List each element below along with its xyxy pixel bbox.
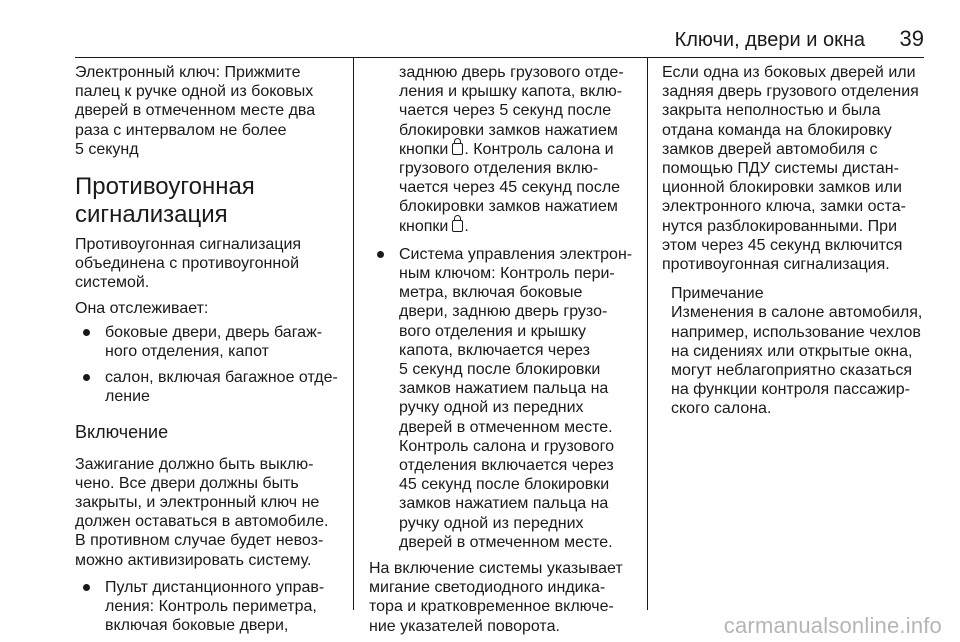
chapter-title: Ключи, двери и окна [674,29,865,51]
activation-indication-paragraph: На включение системы указывает мигание светодиодного индика- тора и кратковременное включе- ние указателей поворота. [369,560,623,635]
monitors-label: Она отслеживает: [75,299,209,317]
alarm-intro-paragraph: Противоугонная сигнализация объединена с противоугонной системой. [75,236,302,292]
note-title: Примечание [671,285,764,303]
column-divider-1 [353,57,354,610]
list-item: Пульт дистанционного управ- ления: Контроль периметра, включая боковые двери, [75,578,351,636]
activation-methods-list [75,578,351,636]
page-number: 39 [899,26,924,51]
bullet-dot [83,584,90,591]
lock-icon [452,143,463,155]
header-rule [75,57,924,58]
list-item: Система управления электрон- ным ключом: Контроль пери- метра, включая боковые двери, заднюю дверь грузо- вого отделения и крышку капота, включается через 5 секунд после блокировки замков нажатием пальца на ручку одной из передних дверей в отмеченном месте. Контроль салона и грузового отделения включается через 45 секунд после блокировки замков нажатием пальца на ручку одной из передних дверей в отмеченном месте. [369,245,637,552]
bullet-dot [83,374,90,381]
column-3 [662,63,930,419]
list-item: заднюю дверь грузового отде- ления и крышку капота, вклю- чается через 5 секунд после блокировки замков нажатием кнопки . Контроль салона и грузового отделения вклю- чается через 45 секунд после блокировки замков нажатием кнопки . [399,64,624,235]
lock-icon [452,220,463,232]
activation-methods-list-continued [369,63,637,552]
page-header [0,0,960,58]
column-1 [75,63,351,642]
bullet-dot [377,251,384,258]
monitors-list [75,323,351,407]
section-title-alarm: Противоугонная сигнализация [75,173,255,229]
subsection-title-activation: Включение [75,421,169,442]
watermark: carmanualsonline.info [723,613,942,638]
note-text: Изменения в салоне автомобиля, например, использование чехлов на сидениях или открытые окна, могут неблагоприятно сказаться на функции контроля пассажир- ского салона. [671,304,923,418]
list-item: боковые двери, дверь багаж- ного отделения, капот [75,323,351,361]
column-divider-2 [647,57,648,610]
unlocked-doors-paragraph: Если одна из боковых дверей или задняя дверь грузового отделения закрыта неполностью и была отдана команда на блокировку замков дверей автомобиля с помощью ПДУ системы дистан- ционной блокировки замков или электронного ключа, замки оста- нутся разблокированными. При этом через 45 секунд включится противоугонная сигнализация. [662,64,919,274]
bullet-dot [83,329,90,336]
activation-paragraph: Зажигание должно быть выклю- чено. Все двери должны быть закрыты, и электронный ключ не должен оставаться в автомобиле. В противном случае будет невоз- можно активизировать систему. [75,455,329,569]
column-2 [369,63,637,636]
list-item: салон, включая багажное отде- ление [75,368,351,406]
note-block [662,284,930,418]
intro-paragraph: Электронный ключ: Прижмите палец к ручке одной из боковых дверей в отмеченном месте два раза с интервалом не более 5 секунд [75,64,316,158]
